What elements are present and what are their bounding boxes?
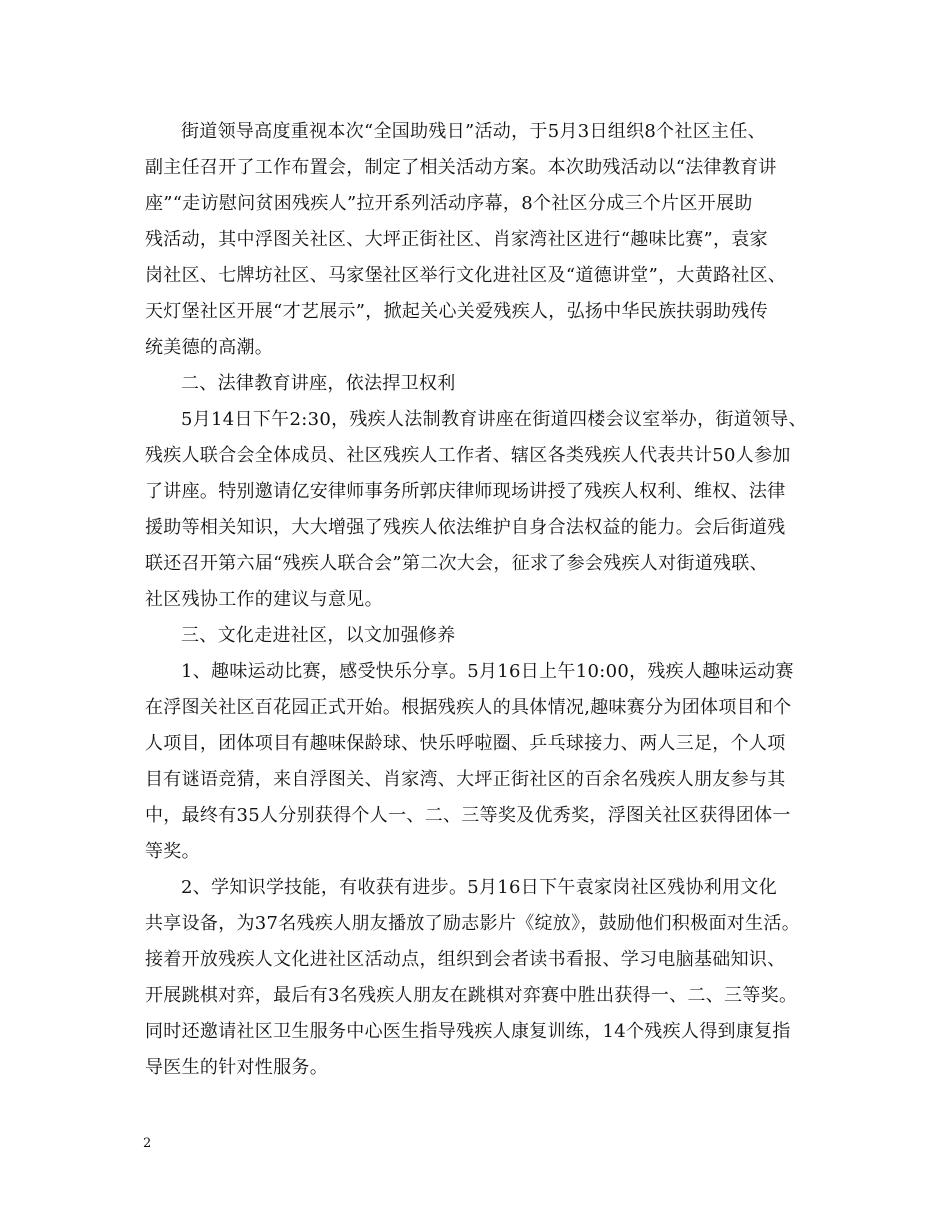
paragraph-line: 副主任召开了工作布置会，制定了相关活动方案。本次助残活动以“法律教育讲 xyxy=(145,157,777,178)
paragraph-line: 中，最终有35人分别获得个人一、二、三等奖及优秀奖，浮图关社区获得团体一 xyxy=(145,805,791,826)
paragraph-line: 2、学知识学技能，有收获有进步。5月16日下午袁家岗社区残协利用文化 xyxy=(181,877,778,898)
paragraph-line: 联还召开第六届“残疾人联合会”第二次大会，征求了参会残疾人对街道残联、 xyxy=(145,553,768,574)
section-heading: 三、文化走进社区，以文加强修养 xyxy=(181,625,456,646)
paragraph-line: 共享设备，为37名残疾人朋友播放了励志影片《绽放》，鼓励他们积极面对生活。 xyxy=(145,913,801,934)
paragraph-line: 导医生的针对性服务。 xyxy=(145,1057,328,1078)
section-heading: 二、法律教育讲座，依法捍卫权利 xyxy=(181,373,456,394)
paragraph-line: 统美德的高潮。 xyxy=(145,337,274,358)
paragraph-line: 1、趣味运动比赛，感受快乐分享。5月16日上午10:00，残疾人趣味运动赛 xyxy=(181,661,794,682)
paragraph-line: 岗社区、七牌坊社区、马家堡社区举行文化进社区及“道德讲堂”，大黄路社区、 xyxy=(145,265,787,286)
paragraph-line: 5月14日下午2:30，残疾人法制教育讲座在街道四楼会议室举办，街道领导、 xyxy=(181,409,807,430)
paragraph-line: 天灯堡社区开展“才艺展示”，掀起关心关爱残疾人，弘扬中华民族扶弱助残传 xyxy=(145,301,768,322)
page-number: 2 xyxy=(143,1136,152,1151)
paragraph-line: 开展跳棋对弈，最后有3名残疾人朋友在跳棋对弈赛中胜出获得一、二、三等奖。 xyxy=(145,985,798,1006)
paragraph-line: 了讲座。特别邀请亿安律师事务所郭庆律师现场讲授了残疾人权利、维权、法律 xyxy=(145,481,786,502)
paragraph-line: 接着开放残疾人文化进社区活动点，组织到会者读书看报、学习电脑基础知识、 xyxy=(145,949,786,970)
paragraph-line: 残活动，其中浮图关社区、大坪正街社区、肖家湾社区进行“趣味比赛”，袁家 xyxy=(145,229,768,250)
document-body xyxy=(145,114,817,1086)
paragraph-line: 在浮图关社区百花园正式开始。根据残疾人的具体情况,趣味赛分为团体项目和个 xyxy=(145,697,792,718)
paragraph-line: 人项目，团体项目有趣味保龄球、快乐呼啦圈、乒乓球接力、两人三足，个人项 xyxy=(145,733,786,754)
paragraph-line: 同时还邀请社区卫生服务中心医生指导残疾人康复训练，14个残疾人得到康复指 xyxy=(145,1021,791,1042)
paragraph-line: 座”“走访慰问贫困残疾人”拉开系列活动序幕，8个社区分成三个片区开展助 xyxy=(145,193,753,214)
paragraph-line: 社区残协工作的建议与意见。 xyxy=(145,589,383,610)
paragraph-line: 援助等相关知识，大大增强了残疾人依法维护自身合法权益的能力。会后街道残 xyxy=(145,517,786,538)
paragraph-line: 等奖。 xyxy=(145,841,200,862)
paragraph-line: 残疾人联合会全体成员、社区残疾人工作者、辖区各类残疾人代表共计50人参加 xyxy=(145,445,791,466)
paragraph-line: 街道领导高度重视本次“全国助残日”活动，于5月3日组织8个社区主任、 xyxy=(181,121,766,142)
paragraph-line: 目有谜语竞猜，来自浮图关、肖家湾、大坪正街社区的百余名残疾人朋友参与其 xyxy=(145,769,786,790)
